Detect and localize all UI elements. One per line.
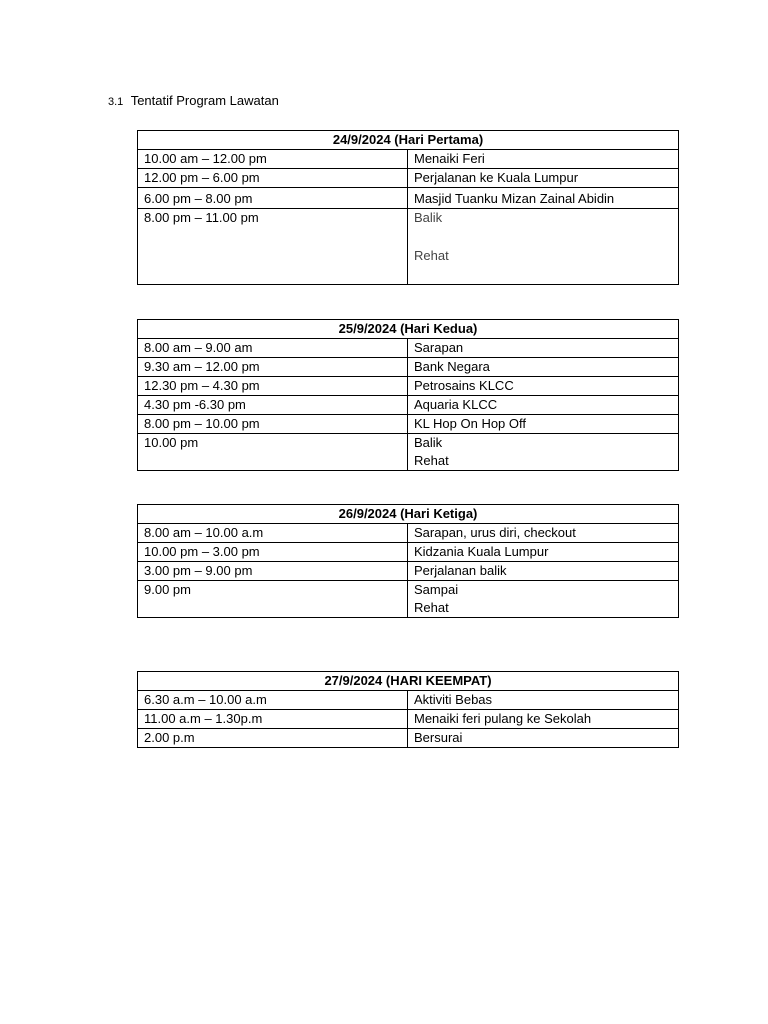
- activity-text: Rehat: [414, 453, 449, 468]
- schedule-table-day-4: [137, 671, 679, 748]
- table-row: [138, 691, 679, 710]
- table-row: [138, 339, 679, 358]
- activity-cell: [408, 543, 679, 562]
- time-cell: 8.00 pm – 11.00 pm: [138, 209, 408, 285]
- activity-text: Sarapan, urus diri, checkout: [414, 525, 576, 540]
- activity-cell: [408, 691, 679, 710]
- activity-text: Balik: [414, 210, 443, 225]
- time-cell: 6.00 pm – 8.00 pm: [138, 188, 408, 209]
- activity-text: Aquaria KLCC: [414, 397, 498, 412]
- schedule-table-day-2: [137, 319, 679, 471]
- activity-text: Kidzania Kuala Lumpur: [414, 544, 549, 559]
- activity-cell: [408, 562, 679, 581]
- section-number: 3.1: [108, 96, 124, 108]
- table-title: 24/9/2024 (Hari Pertama): [138, 131, 679, 150]
- time-cell: 12.30 pm – 4.30 pm: [138, 377, 408, 396]
- activity-text: Perjalanan balik: [414, 563, 507, 578]
- activity-cell: [408, 339, 679, 358]
- activity-text: Perjalanan ke Kuala Lumpur: [414, 170, 579, 185]
- activity-cell: [408, 710, 679, 729]
- activity-cell: [408, 581, 679, 618]
- table-row: [138, 150, 679, 169]
- time-cell: 9.00 pm: [138, 581, 408, 618]
- activity-cell: [408, 415, 679, 434]
- table-row: [138, 358, 679, 377]
- schedule-table-day-3: [137, 504, 679, 618]
- table-row: [138, 377, 679, 396]
- activity-cell: [408, 150, 679, 169]
- activity-cell: [408, 396, 679, 415]
- table-title: 25/9/2024 (Hari Kedua): [138, 320, 679, 339]
- activity-cell: [408, 209, 679, 285]
- table-row: [138, 415, 679, 434]
- time-cell: 10.00 am – 12.00 pm: [138, 150, 408, 169]
- time-cell: 8.00 am – 10.00 a.m: [138, 524, 408, 543]
- activity-cell: [408, 188, 679, 209]
- table-row: [138, 581, 679, 618]
- time-cell: 10.00 pm: [138, 434, 408, 471]
- time-cell: 6.30 a.m – 10.00 a.m: [138, 691, 408, 710]
- time-cell: 11.00 a.m – 1.30p.m: [138, 710, 408, 729]
- table-row: [138, 169, 679, 188]
- time-cell: 8.00 pm – 10.00 pm: [138, 415, 408, 434]
- time-cell: 2.00 p.m: [138, 729, 408, 748]
- activity-text: Sarapan: [414, 340, 464, 355]
- table-row: [138, 710, 679, 729]
- activity-text: Masjid Tuanku Mizan Zainal Abidin: [414, 191, 615, 206]
- activity-cell: [408, 524, 679, 543]
- activity-text: Aktiviti Bebas: [414, 692, 493, 707]
- schedule-table-day-1: [137, 130, 679, 285]
- activity-text: Sampai: [414, 582, 459, 597]
- time-cell: 3.00 pm – 9.00 pm: [138, 562, 408, 581]
- table-row: [138, 434, 679, 471]
- activity-text: Rehat: [414, 248, 449, 263]
- time-cell: 4.30 pm -6.30 pm: [138, 396, 408, 415]
- activity-cell: [408, 434, 679, 471]
- table-row: [138, 543, 679, 562]
- table-title: 27/9/2024 (HARI KEEMPAT): [138, 672, 679, 691]
- time-cell: 8.00 am – 9.00 am: [138, 339, 408, 358]
- section-title: Tentatif Program Lawatan: [130, 93, 279, 108]
- section-heading: [108, 92, 279, 111]
- table-row: [138, 729, 679, 748]
- activity-text: KL Hop On Hop Off: [414, 416, 527, 431]
- table-row: [138, 396, 679, 415]
- table-row: [138, 562, 679, 581]
- activity-cell: [408, 729, 679, 748]
- activity-cell: [408, 169, 679, 188]
- time-cell: 9.30 am – 12.00 pm: [138, 358, 408, 377]
- activity-text: Menaiki feri pulang ke Sekolah: [414, 711, 592, 726]
- table-row: [138, 209, 679, 285]
- activity-text: Bersurai: [414, 730, 463, 745]
- activity-text: Balik: [414, 435, 443, 450]
- activity-text: Bank Negara: [414, 359, 490, 374]
- activity-text: Menaiki Feri: [414, 151, 485, 166]
- time-cell: 10.00 pm – 3.00 pm: [138, 543, 408, 562]
- activity-text: Rehat: [414, 600, 449, 615]
- table-title: 26/9/2024 (Hari Ketiga): [138, 505, 679, 524]
- activity-cell: [408, 377, 679, 396]
- time-cell: 12.00 pm – 6.00 pm: [138, 169, 408, 188]
- table-row: [138, 188, 679, 209]
- activity-text: Petrosains KLCC: [414, 378, 514, 393]
- table-row: [138, 524, 679, 543]
- activity-cell: [408, 358, 679, 377]
